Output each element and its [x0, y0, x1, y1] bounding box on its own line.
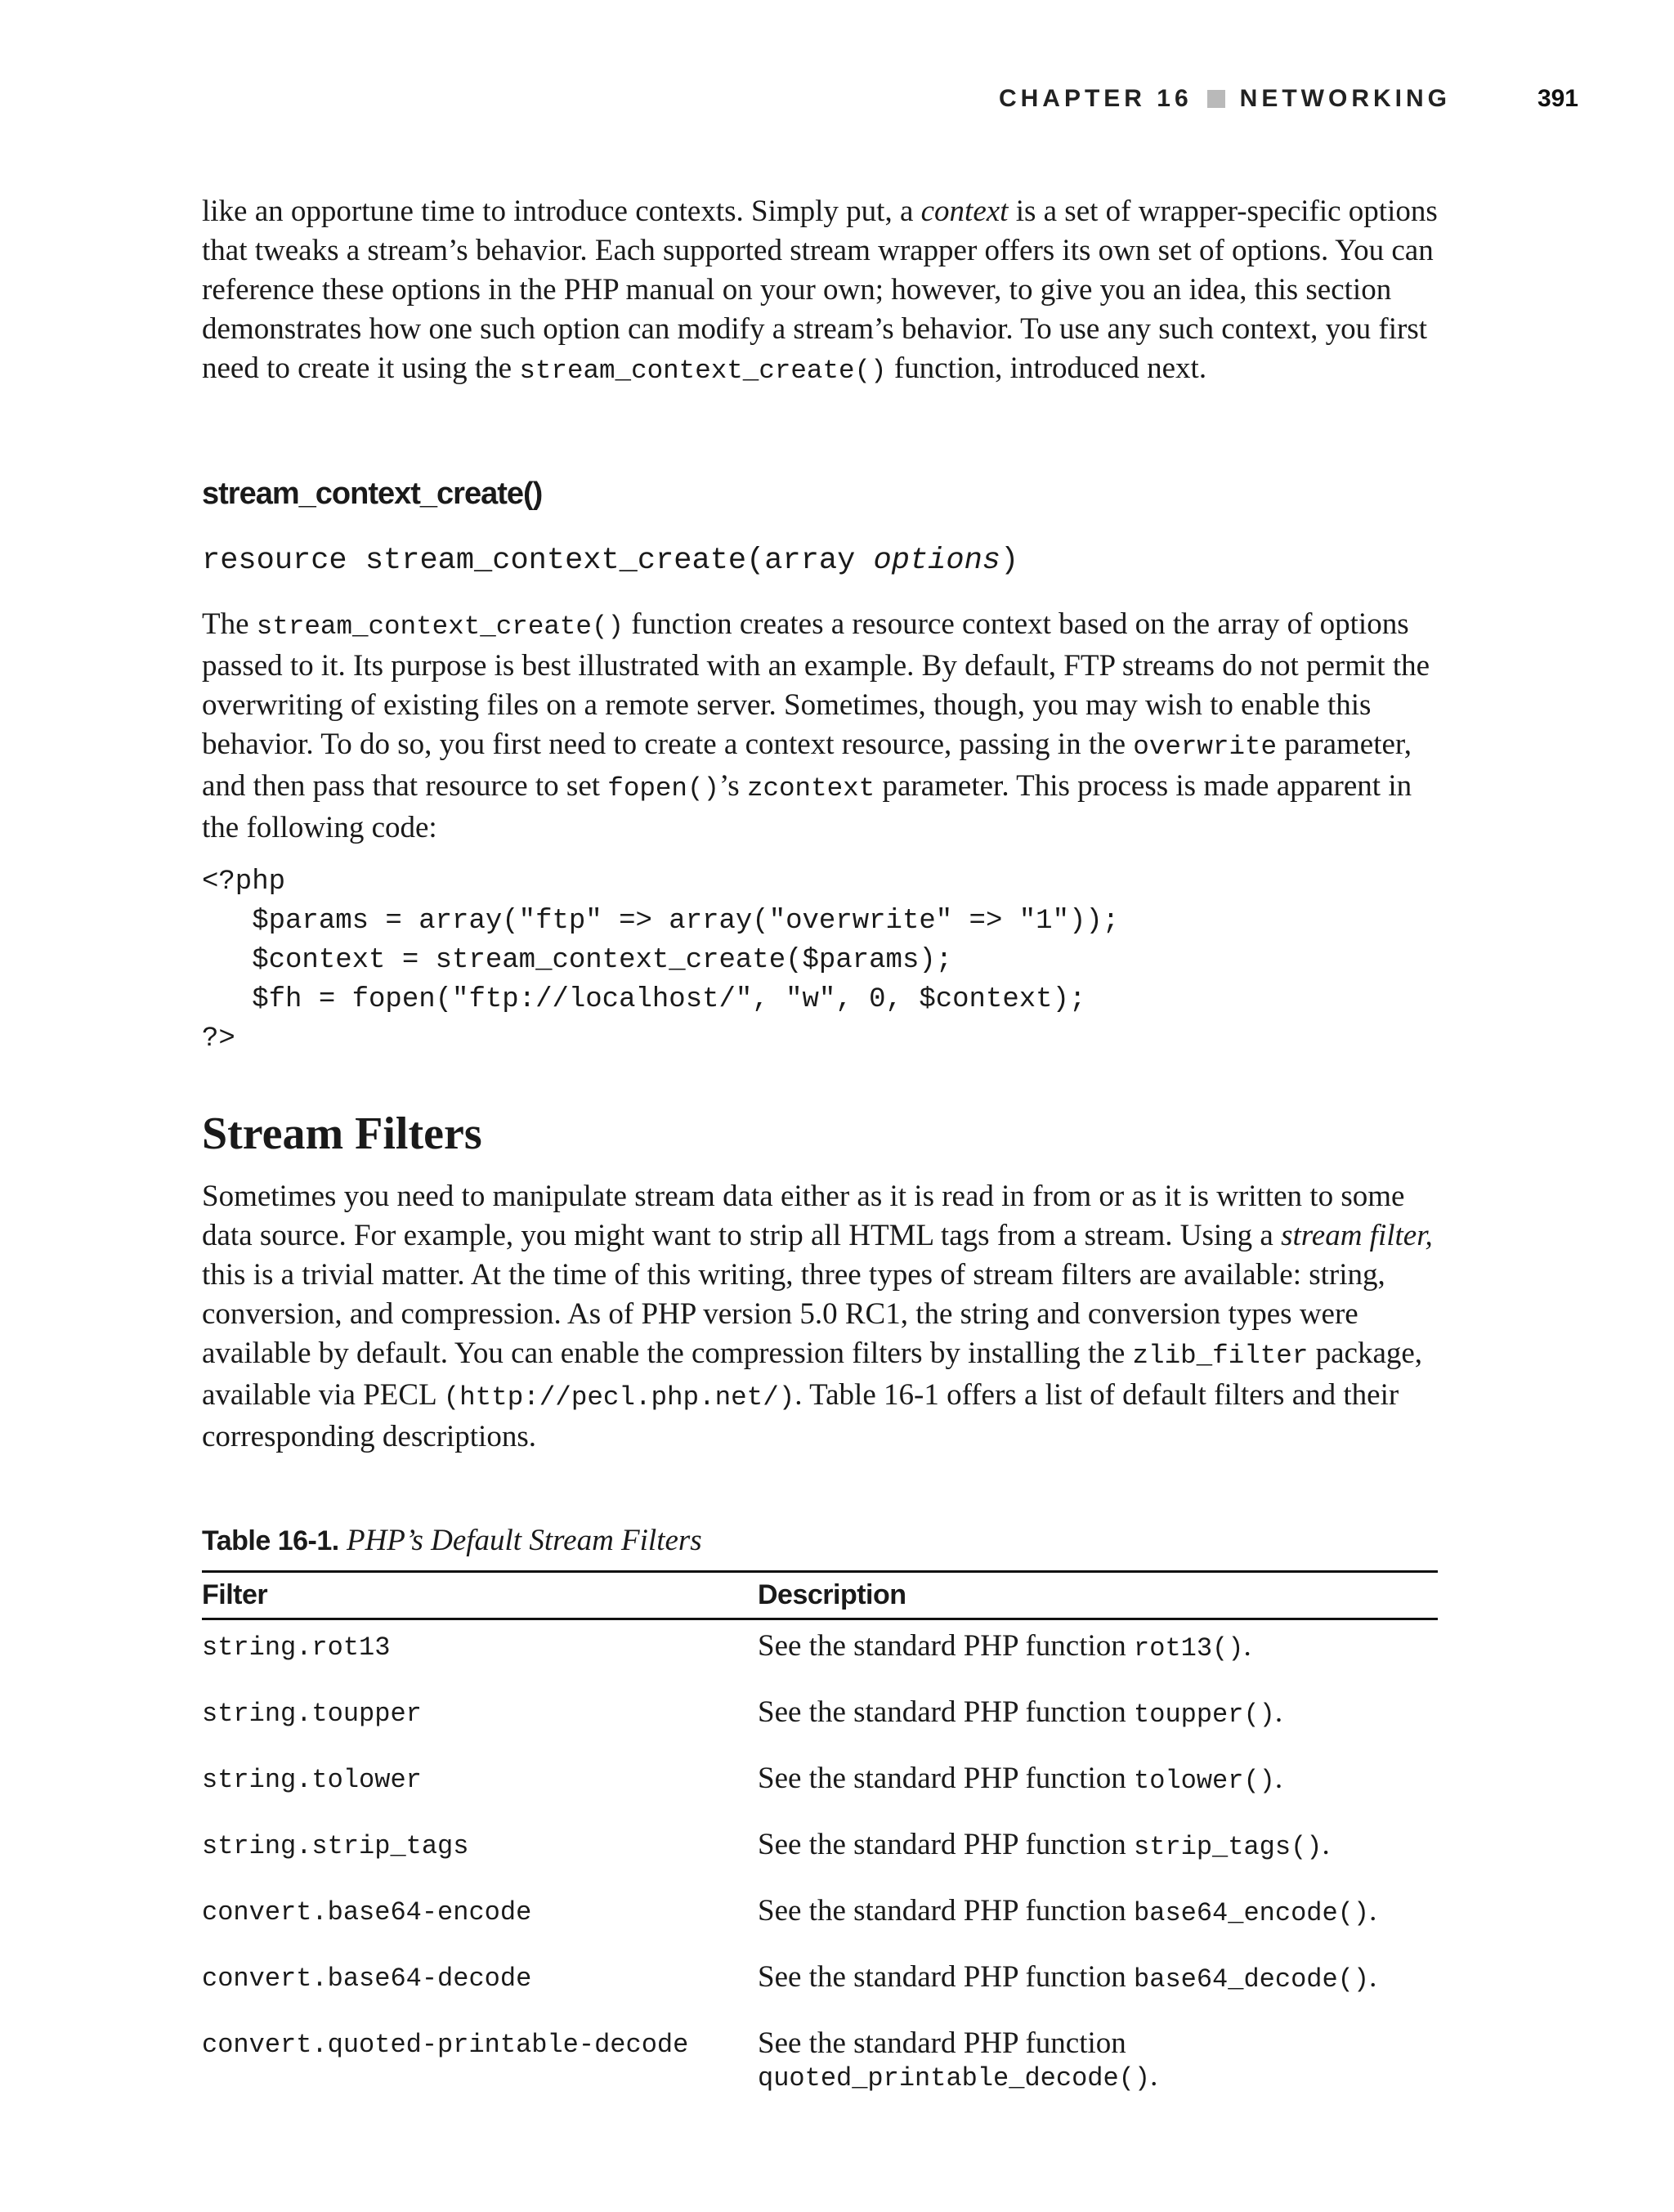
function-code: base64_decode()	[1134, 1964, 1370, 1995]
intro-paragraph	[202, 192, 1451, 391]
text-run: parameter, and then pass that resource to set	[202, 728, 1412, 803]
table-row	[202, 1619, 1438, 1687]
signature-suffix: )	[1000, 544, 1019, 578]
table-caption-label: Table 16-1.	[202, 1525, 339, 1556]
function-signature	[202, 544, 1018, 578]
function-code: base64_encode()	[1134, 1898, 1370, 1928]
period: .	[1243, 1629, 1251, 1663]
table-row	[202, 1951, 1438, 2017]
inline-code: zlib_filter	[1132, 1341, 1309, 1371]
code-listing: <?php $params = array("ftp" => array("overwrite" => "1")); $context = stream_context_create($params); $fh = fopen("ftp://localhost/", "w", 0, $context); ?>	[202, 866, 1120, 1055]
description-cell	[758, 1619, 1438, 1687]
column-header-filter: Filter	[202, 1572, 758, 1619]
text-run: this is a trivial matter. At the time of this writing, three types of stream filters are available: string, conversion, and compression. As of PHP version 5.0 RC1, the string and conversion types were available by default. You can enable the compression filters by installing the	[202, 1258, 1385, 1370]
text-run: like an opportune time to introduce contexts. Simply put, a	[202, 195, 921, 228]
section-label: NETWORKING	[1239, 85, 1451, 112]
description-text: See the standard PHP function	[758, 1762, 1135, 1795]
table-row	[202, 1753, 1438, 1819]
description-cell	[758, 1686, 1438, 1753]
description-text: See the standard PHP function	[758, 1629, 1135, 1663]
filter-cell: convert.base64-decode	[202, 1963, 532, 1994]
description-cell	[758, 1951, 1438, 2017]
page-content	[202, 192, 1451, 2093]
text-run: function creates a resource context based on the array of options passed to it. Its purpose is best illustrated with an example. By default, FTP streams do not permit the overwriting of existing files on a remote server. Sometimes, though, you may wish to enable this behavior. To do so, you first need to create a context resource, passing in the	[202, 607, 1430, 761]
inline-code-url: (http://pecl.php.net/)	[443, 1382, 795, 1413]
running-header	[0, 80, 1674, 119]
inline-code: overwrite	[1133, 732, 1278, 762]
table-row	[202, 2017, 1438, 2095]
signature-prefix: resource stream_context_create(array	[202, 544, 874, 578]
filter-cell: string.rot13	[202, 1632, 391, 1663]
description-cell	[758, 1885, 1438, 1951]
inline-code: stream_context_create()	[519, 356, 887, 386]
description-paragraph	[202, 605, 1451, 848]
function-code: tolower()	[1134, 1766, 1275, 1796]
text-run: ’s	[719, 769, 747, 803]
text-run: Sometimes you need to manipulate stream data either as it is read in from or as it is written to some data source. For example, you might want to strip all HTML tags from a stream. Using a	[202, 1180, 1405, 1252]
text-run: is a set of wrapper-specific options that tweaks a stream’s behavior. Each supported stream wrapper offers its own set of options. You can reference these options in the PHP manual on your own; however, to give you an idea, this section demonstrates how one such option can modify a stream’s behavior. To use any such context, you first need to create it using the	[202, 195, 1438, 385]
page-number: 391	[1537, 85, 1578, 112]
filter-cell: string.toupper	[202, 1699, 422, 1729]
description-cell	[758, 2017, 1438, 2095]
chapter-label: CHAPTER 16	[998, 85, 1193, 112]
function-code: toupper()	[1134, 1699, 1275, 1730]
text-run: . Table 16-1 offers a list of default filters and their corresponding descriptions.	[202, 1378, 1399, 1453]
emphasis-context: context	[920, 195, 1009, 228]
filter-cell: convert.quoted-printable-decode	[202, 2030, 689, 2060]
filter-cell: string.strip_tags	[202, 1831, 469, 1861]
period: .	[1369, 1894, 1377, 1928]
function-code: strip_tags()	[1134, 1832, 1323, 1862]
inline-code: stream_context_create()	[256, 611, 624, 642]
period: .	[1150, 2059, 1158, 2093]
period: .	[1274, 1762, 1283, 1795]
description-text: See the standard PHP function	[758, 2026, 1126, 2060]
signature-param: options	[873, 544, 1000, 578]
text-run: parameter. This process is made apparent in the following code:	[202, 769, 1412, 844]
description-text: See the standard PHP function	[758, 1894, 1135, 1928]
column-header-description: Description	[758, 1572, 1438, 1619]
description-cell	[758, 1819, 1438, 1885]
filter-cell: string.tolower	[202, 1765, 422, 1795]
table-row	[202, 1819, 1438, 1885]
period: .	[1274, 1695, 1283, 1729]
period: .	[1369, 1960, 1377, 1994]
description-text: See the standard PHP function	[758, 1960, 1135, 1994]
description-text: See the standard PHP function	[758, 1695, 1135, 1729]
table-header-row	[202, 1572, 1438, 1619]
filter-cell: convert.base64-encode	[202, 1897, 532, 1928]
function-code: rot13()	[1134, 1633, 1244, 1663]
filters-paragraph	[202, 1177, 1451, 1457]
section-heading: Stream Filters	[202, 1108, 482, 1159]
table-row	[202, 1686, 1438, 1753]
running-title	[999, 85, 1451, 113]
function-code: quoted_printable_decode()	[758, 2063, 1151, 2093]
period: .	[1322, 1828, 1330, 1861]
text-run: function, introduced next.	[886, 352, 1207, 385]
description-text: See the standard PHP function	[758, 1828, 1135, 1861]
filters-table	[202, 1570, 1438, 2095]
function-heading: stream_context_create()	[202, 477, 543, 511]
square-separator-icon	[1207, 90, 1225, 108]
table-caption	[202, 1523, 702, 1558]
text-run: The	[202, 607, 257, 641]
table-row	[202, 1885, 1438, 1951]
emphasis-stream-filter: stream filter,	[1281, 1219, 1433, 1252]
text-run: package, available via PECL	[202, 1337, 1423, 1412]
table-caption-title: PHP’s Default Stream Filters	[346, 1524, 702, 1557]
inline-code: zcontext	[746, 773, 875, 804]
inline-code: fopen()	[607, 773, 720, 804]
description-cell	[758, 1753, 1438, 1819]
